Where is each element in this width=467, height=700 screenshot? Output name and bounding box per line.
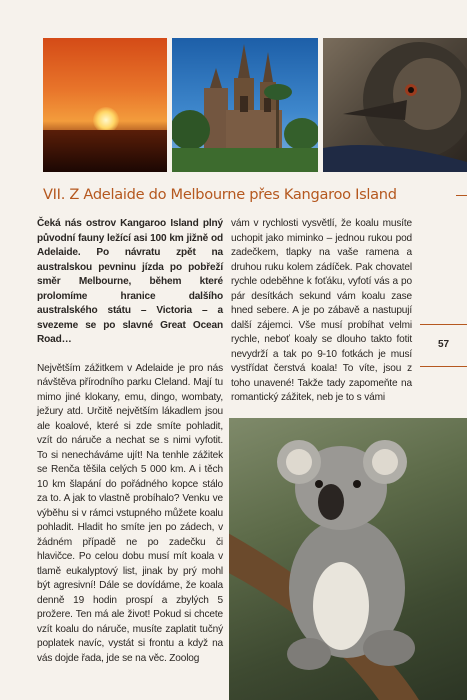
page-number-rule-top [420,324,467,325]
right-column [231,217,412,406]
sunset-photo [43,38,167,172]
emu-illustration [323,38,467,172]
emu-photo [323,38,467,172]
heading-rule [456,195,467,196]
left-column [37,217,223,666]
lead-paragraph: Čeká nás ostrov Kangaroo Island plný původní fauny ležící asi 100 km jižně od Adelaide. Po návratu zpět na australskou pevninu jízda po pobřeží směr Melbourne, během které prolomíme hranice dalšího australského státu – Victoria – a svezeme se po slavné Great Ocean Road… [37,218,223,345]
horizon [43,130,167,172]
koala-illustration [229,418,467,700]
page-number: 57 [437,339,450,350]
body-paragraph-continued: vám v rychlosti vysvětlí, že koalu musíte uchopit jako miminko – jednou rukou pod zadečkem, tlapky na vaše ramena a druhou ruku kolem zádíček. Pak chovatel rychle odeběhne k foťáku, vyfotí vás a po pár desítkách sekund vám koalu zase hned sebere. A je po zábavě a nastupují další zájemci. Vše musí probíhat velmi rychle, neboť koaly se dlouho takto fotit nevydrží a tak po 9-10 fotkách je musí vystřídat čerstvá koala! To víte, jsou z toho unavené! Takže tady zapomeňte na romantický zážitek, neb je to s vámi [231,218,412,403]
koala-photo [229,418,467,700]
cathedral-photo [172,38,318,172]
cathedral-illustration [172,38,318,172]
chapter-title: VII. Z Adelaide do Melbourne přes Kangaroo Island [43,186,397,203]
body-paragraph: Největším zážitkem v Adelaide je pro nás návštěva přírodního parku Cleland. Mají tu mimo jiné klokany, emu, dingo, wombaty, ježury atd. Určitě největším lákadlem jsou ale koalové, které si zde smíte pohladit, vzít do náruče a nechat se s nimi vyfotit. To si nenecháváme ujít! Na tenhle zážitek se Renča těšila celých 5 000 km. A i těch 10 km šlapání do pořádného kopce stálo za to. A jak to vlastně probíhalo? Venku ve výběhu si v rámci vstupného můžete koalu pohladit. Hladit ho smíte jen po zádech, v žádném případě ne po zadečku či hlavičce. Po celou dobu musí mít koala v tlamě eukalyptový list, jinak by prý mohl být agresivní! Dále se dovídáme, že koala denně 19 hodin prospí a zbylých 5 prožere. Ten má ale život! Pokud si chcete vzít koalu do náruče, musíte zaplatit tučný poplatek navíc, vystát si frontu a když na vás dojde řada, jde se na věc. Zoolog [37,362,223,664]
chapter-heading [43,180,463,210]
page-number-rule-bottom [420,366,467,367]
